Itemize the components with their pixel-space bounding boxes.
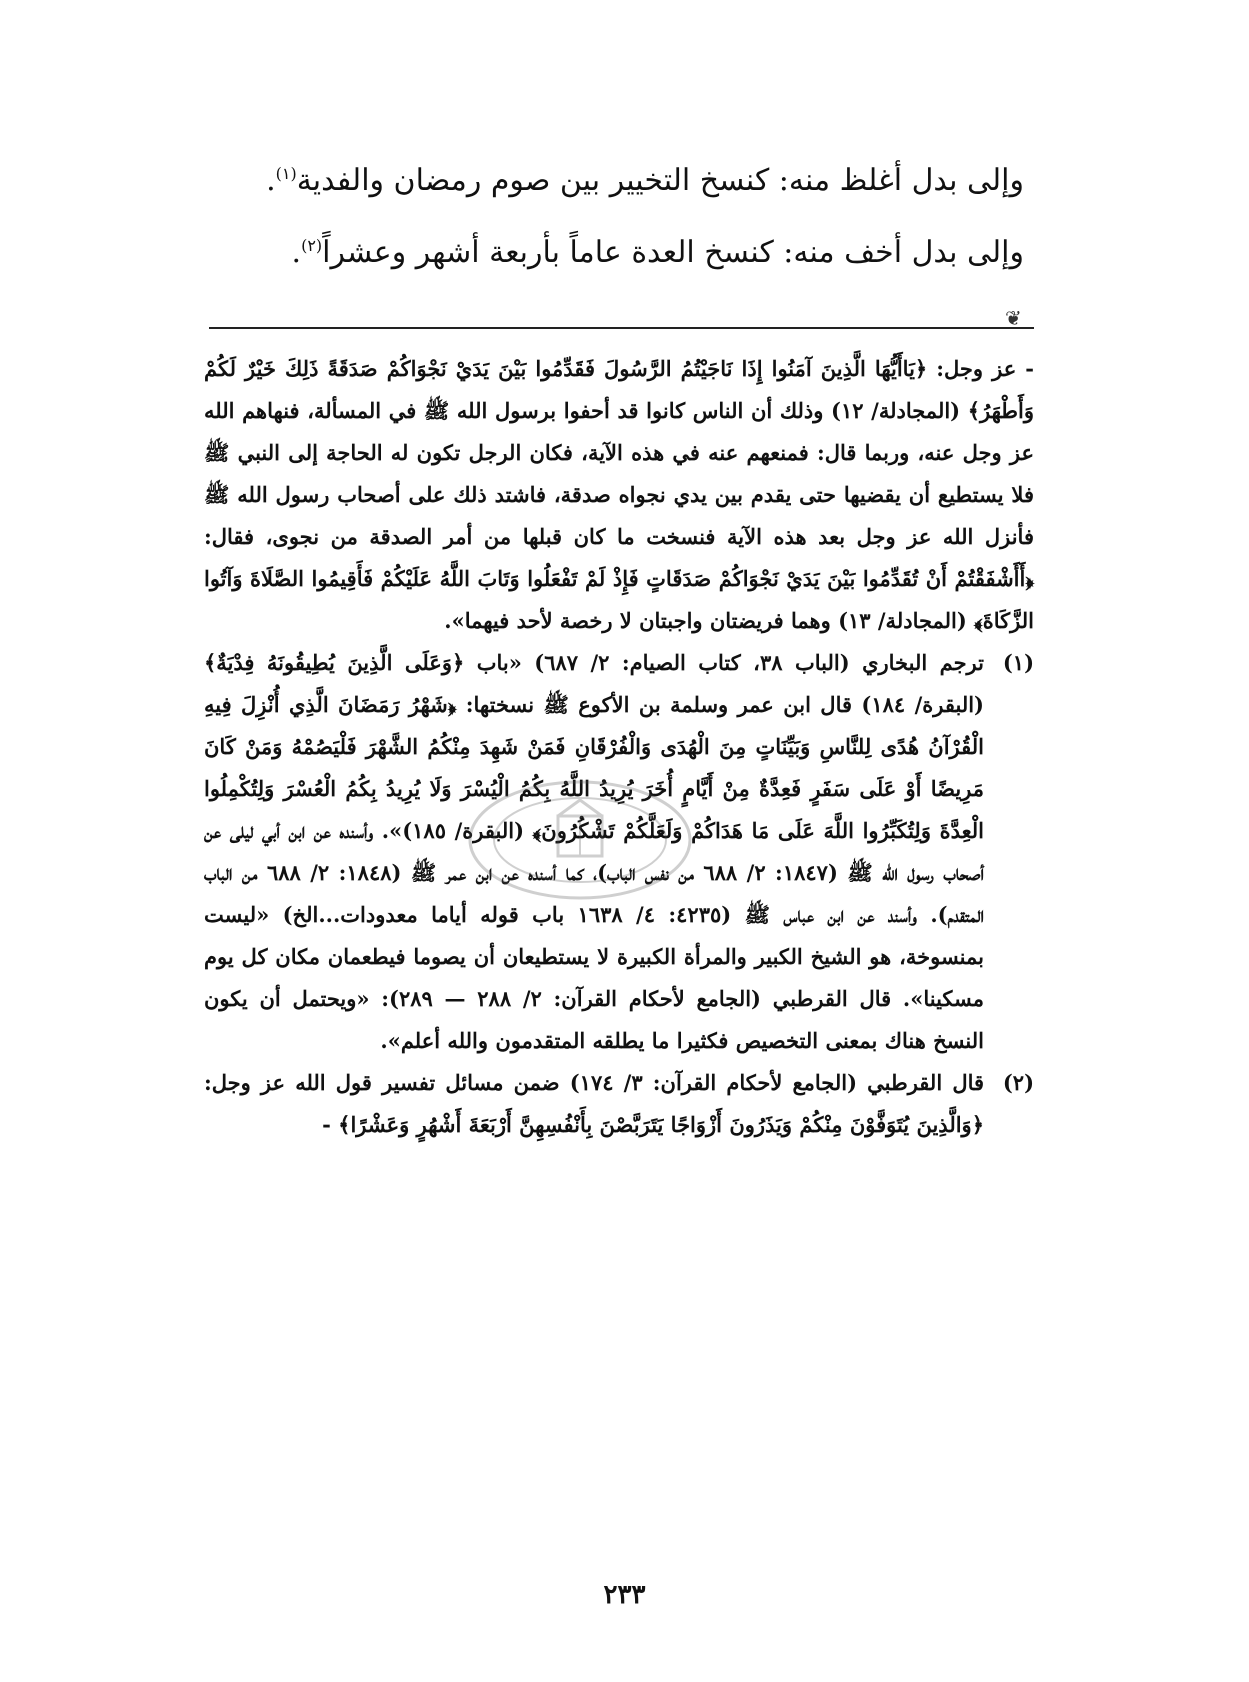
footnote-ref-2[interactable]: (٢) (301, 236, 323, 255)
footnote-divider (209, 327, 1034, 329)
footnote-2 (204, 1062, 1034, 1146)
ornament-icon: ❦ (1005, 306, 1022, 330)
main-line-1 (204, 150, 1024, 212)
main-line-2-text: وإلى بدل أخف منه: كنسخ العدة عاماً بأربعة أشهر وعشراً (322, 235, 1024, 270)
footnote-ref-1[interactable]: (١) (275, 164, 297, 183)
footnote-1-number: (١) (1002, 650, 1034, 675)
page-number: ٢٣٣ (603, 1580, 646, 1610)
footnote-continuation: - عز وجل: ﴿يَاأَيُّهَا الَّذِينَ آمَنُوا إِذَا نَاجَيْتُمُ الرَّسُولَ فَقَدِّمُوا بَيْنَ يَدَيْ نَجْوَاكُمْ صَدَقَةً ذَلِكَ خَيْرٌ لَكُمْ وَأَطْهَرُ﴾ (المجادلة/ ١٢) وذلك أن الناس كانوا قد أحفوا برسول الله ﷺ في المسألة، فنهاهم الله عز وجل عنه، وربما قال: فمنعهم عنه في هذه الآية، فكان الرجل تكون له الحاجة إلى النبي ﷺ فلا يستطيع أن يقضيها حتى يقدم بين يدي نجواه صدقة، فاشتد ذلك على أصحاب رسول الله ﷺ فأنزل الله عز وجل بعد هذه الآية فنسخت ما كان قبلها من أمر الصدقة من نجوى، فقال: ﴿أَأَشْفَقْتُمْ أَنْ تُقَدِّمُوا بَيْنَ يَدَيْ نَجْوَاكُمْ صَدَقَاتٍ فَإِذْ لَمْ تَفْعَلُوا وَتَابَ اللَّهُ عَلَيْكُمْ فَأَقِيمُوا الصَّلَاةَ وَآتُوا الزَّكَاةَ﴾ (المجادلة/ ١٣) وهما فريضتان واجبتان لا رخصة لأحد فيهما». (204, 356, 1034, 633)
main-line-2 (204, 222, 1024, 284)
footnotes-section (204, 348, 1034, 1146)
main-text (204, 150, 1024, 294)
main-line-1-text: وإلى بدل أغلظ منه: كنسخ التخيير بين صوم رمضان والفدية (296, 163, 1024, 198)
footnote-2-number: (٢) (1002, 1070, 1034, 1095)
footnote-1-text: ترجم البخاري (الباب ٣٨، كتاب الصيام: ٢/ ٦٨٧) «باب ﴿وَعَلَى الَّذِينَ يُطِيقُونَهُ فِدْيَةٌ﴾ (البقرة/ ١٨٤) قال ابن عمر وسلمة بن الأكوع ﷺ نسختها: ﴿شَهْرُ رَمَضَانَ الَّذِي أُنْزِلَ فِيهِ الْقُرْآنُ هُدًى لِلنَّاسِ وَبَيِّنَاتٍ مِنَ الْهُدَى وَالْفُرْقَانِ فَمَنْ شَهِدَ مِنْكُمُ الشَّهْرَ فَلْيَصُمْهُ وَمَنْ كَانَ مَرِيضًا أَوْ عَلَى سَفَرٍ فَعِدَّةٌ مِنْ أَيَّامٍ أُخَرَ يُرِيدُ اللَّهُ بِكُمُ الْيُسْرَ وَلَا يُرِيدُ بِكُمُ الْعُسْرَ وَلِتُكْمِلُوا الْعِدَّةَ وَلِتُكَبِّرُوا اللَّهَ عَلَى مَا هَدَاكُمْ وَلَعَلَّكُمْ تَشْكُرُونَ﴾ (البقرة/ ١٨٥)». وأسنده عن ابن أبي ليلى عن أصحاب رسول الله ﷺ (١٨٤٧: ٢/ ٦٨٨ من نفس الباب)، كما أسنده عن ابن عمر ﷺ (١٨٤٨: ٢/ ٦٨٨ من الباب المتقدم). وأسند عن ابن عباس ﷺ (٤٢٣٥: ٤/ ١٦٣٨ باب قوله أياما معدودات...الخ) «ليست بمنسوخة، هو الشيخ الكبير والمرأة الكبيرة لا يستطيعان أن يصوما فيطعمان مكان كل يوم مسكينا». قال القرطبي (الجامع لأحكام القرآن: ٢/ ٢٨٨ — ٢٨٩): «ويحتمل أن يكون النسخ هناك بمعنى التخصيص فكثيرا ما يطلقه المتقدمون والله أعلم». (204, 650, 984, 1053)
footnote-1 (204, 642, 1034, 1062)
main-line-2-end: . (291, 235, 302, 270)
footnote-2-text: قال القرطبي (الجامع لأحكام القرآن: ٣/ ١٧٤) ضمن مسائل تفسير قول الله عز وجل: ﴿وَالَّذِينَ يُتَوَفَّوْنَ مِنْكُمْ وَيَذَرُونَ أَزْوَاجًا يَتَرَبَّصْنَ بِأَنْفُسِهِنَّ أَرْبَعَةَ أَشْهُرٍ وَعَشْرًا﴾ - (204, 1070, 985, 1137)
main-line-1-end: . (266, 163, 276, 198)
